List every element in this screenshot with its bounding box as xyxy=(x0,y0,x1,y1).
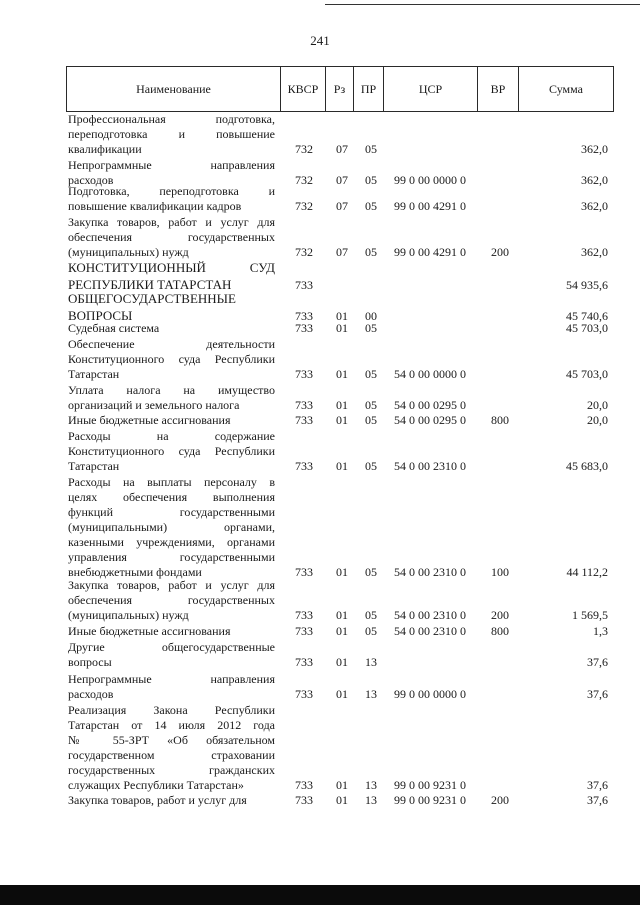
cell-kvsr: 732 xyxy=(295,245,313,259)
cell-pr: 05 xyxy=(365,321,377,335)
cell-kvsr: 733 xyxy=(295,321,313,335)
header-sum: Сумма xyxy=(519,67,614,112)
cell-rz: 01 xyxy=(336,687,348,701)
cell-csr: 54 0 00 2310 0 xyxy=(394,608,466,622)
cell-pr: 13 xyxy=(365,687,377,701)
row-name-line: Реализация Закона Республики xyxy=(68,703,275,717)
header-csr: ЦСР xyxy=(384,67,478,112)
cell-rz: 07 xyxy=(336,173,348,187)
row-name-line: функций государственными xyxy=(68,505,275,519)
cell-sum: 54 935,6 xyxy=(566,278,608,292)
row-name-line: ОБЩЕГОСУДАРСТВЕННЫЕ xyxy=(68,291,236,306)
cell-sum: 362,0 xyxy=(581,173,608,187)
row-name xyxy=(68,793,275,808)
cell-kvsr: 733 xyxy=(295,608,313,622)
cell-kvsr: 733 xyxy=(295,309,313,323)
row-name-line: Закупка товаров, работ и услуг для xyxy=(68,793,247,807)
cell-sum: 45 740,6 xyxy=(566,309,608,323)
cell-pr: 05 xyxy=(365,199,377,213)
row-name-line: (муниципальных) нужд xyxy=(68,608,189,622)
cell-csr: 99 0 00 9231 0 xyxy=(394,778,466,792)
cell-sum: 362,0 xyxy=(581,199,608,213)
cell-sum: 20,0 xyxy=(587,413,608,427)
cell-rz: 01 xyxy=(336,655,348,669)
row-name-line: № 55-ЗРТ «Об обязательном xyxy=(68,733,275,747)
cell-rz: 01 xyxy=(336,459,348,473)
row-name xyxy=(68,215,275,260)
scan-bottom-edge xyxy=(0,885,640,905)
row-name-line: организаций и земельного налога xyxy=(68,398,240,412)
cell-csr: 54 0 00 0000 0 xyxy=(394,367,466,381)
cell-pr: 05 xyxy=(365,459,377,473)
row-name xyxy=(68,112,275,157)
row-name-line: РЕСПУБЛИКИ ТАТАРСТАН xyxy=(68,277,232,292)
cell-kvsr: 733 xyxy=(295,565,313,579)
row-name-line: целях обеспечения выполнения xyxy=(68,490,275,504)
row-name xyxy=(68,290,275,324)
cell-pr: 05 xyxy=(365,608,377,622)
row-name xyxy=(68,703,275,793)
cell-rz: 01 xyxy=(336,608,348,622)
row-name-line: Непрограммные направления xyxy=(68,158,275,172)
cell-kvsr: 733 xyxy=(295,367,313,381)
cell-csr: 54 0 00 2310 0 xyxy=(394,624,466,638)
cell-sum: 45 703,0 xyxy=(566,321,608,335)
cell-pr: 05 xyxy=(365,398,377,412)
cell-sum: 37,6 xyxy=(587,793,608,807)
row-name xyxy=(68,672,275,702)
row-name-line: Расходы на выплаты персоналу в xyxy=(68,475,275,489)
cell-sum: 1,3 xyxy=(593,624,608,638)
row-name-line: внебюджетными фондами xyxy=(68,565,202,579)
cell-vr: 200 xyxy=(491,793,509,807)
header-kvsr: КВСР xyxy=(281,67,326,112)
header-vr: ВР xyxy=(478,67,519,112)
row-name-line: Профессиональная подготовка, xyxy=(68,112,275,126)
row-name-line: расходов xyxy=(68,687,114,701)
row-name-line: Непрограммные направления xyxy=(68,672,275,686)
cell-csr: 99 0 00 9231 0 xyxy=(394,793,466,807)
cell-pr: 00 xyxy=(365,309,377,323)
row-name-line: Татарстан xyxy=(68,459,120,473)
cell-rz: 01 xyxy=(336,413,348,427)
row-name xyxy=(68,475,275,580)
cell-pr: 05 xyxy=(365,413,377,427)
row-name-line: Другие общегосударственные xyxy=(68,640,275,654)
row-name-line: Закупка товаров, работ и услуг для xyxy=(68,578,275,592)
row-name xyxy=(68,413,275,428)
cell-kvsr: 732 xyxy=(295,199,313,213)
row-name-line: Татарстан xyxy=(68,367,120,381)
cell-csr: 54 0 00 0295 0 xyxy=(394,398,466,412)
row-name xyxy=(68,321,275,336)
cell-rz: 07 xyxy=(336,142,348,156)
row-name-line: служащих Республики Татарстан» xyxy=(68,778,244,792)
cell-sum: 362,0 xyxy=(581,245,608,259)
cell-csr: 54 0 00 0295 0 xyxy=(394,413,466,427)
row-name-line: Обеспечение деятельности xyxy=(68,337,275,351)
header-name: Наименование xyxy=(67,67,281,112)
cell-sum: 1 569,5 xyxy=(572,608,608,622)
cell-csr: 99 0 00 4291 0 xyxy=(394,245,466,259)
cell-pr: 13 xyxy=(365,778,377,792)
cell-kvsr: 733 xyxy=(295,413,313,427)
cell-kvsr: 733 xyxy=(295,793,313,807)
cell-sum: 37,6 xyxy=(587,655,608,669)
cell-rz: 01 xyxy=(336,624,348,638)
cell-sum: 45 703,0 xyxy=(566,367,608,381)
row-name-line: КОНСТИТУЦИОННЫЙ СУД xyxy=(68,260,275,275)
row-name-line: государственном страховании xyxy=(68,748,275,762)
cell-kvsr: 733 xyxy=(295,459,313,473)
cell-pr: 05 xyxy=(365,367,377,381)
cell-rz: 01 xyxy=(336,398,348,412)
row-name-line: Судебная система xyxy=(68,321,160,335)
row-name xyxy=(68,429,275,474)
row-name-line: казенными учреждениями, органами xyxy=(68,535,275,549)
page-number: 241 xyxy=(310,33,330,48)
cell-csr: 99 0 00 0000 0 xyxy=(394,173,466,187)
row-name-line: (муниципальных) нужд xyxy=(68,245,189,259)
cell-rz: 01 xyxy=(336,367,348,381)
cell-pr: 05 xyxy=(365,245,377,259)
row-name-line: (муниципальными) органами, xyxy=(68,520,275,534)
cell-sum: 20,0 xyxy=(587,398,608,412)
cell-pr: 13 xyxy=(365,793,377,807)
cell-pr: 05 xyxy=(365,142,377,156)
row-name xyxy=(68,578,275,623)
row-name xyxy=(68,337,275,382)
cell-pr: 05 xyxy=(365,565,377,579)
cell-kvsr: 732 xyxy=(295,142,313,156)
cell-rz: 01 xyxy=(336,793,348,807)
row-name xyxy=(68,383,275,413)
header-pr: ПР xyxy=(354,67,384,112)
cell-sum: 44 112,2 xyxy=(566,565,608,579)
cell-kvsr: 733 xyxy=(295,398,313,412)
cell-kvsr: 733 xyxy=(295,778,313,792)
row-name-line: квалификации xyxy=(68,142,142,156)
cell-vr: 100 xyxy=(491,565,509,579)
cell-vr: 200 xyxy=(491,608,509,622)
row-name-line: вопросы xyxy=(68,655,112,669)
cell-vr: 800 xyxy=(491,413,509,427)
cell-vr: 200 xyxy=(491,245,509,259)
row-name-line: обеспечения государственных xyxy=(68,593,275,607)
cell-csr: 54 0 00 2310 0 xyxy=(394,565,466,579)
row-name-line: расходов xyxy=(68,173,114,187)
row-name-line: повышение квалификации кадров xyxy=(68,199,242,213)
row-name-line: Уплата налога на имущество xyxy=(68,383,275,397)
cell-pr: 05 xyxy=(365,624,377,638)
row-name-line: Подготовка, переподготовка и xyxy=(68,184,275,198)
cell-rz: 01 xyxy=(336,778,348,792)
cell-csr: 99 0 00 4291 0 xyxy=(394,199,466,213)
row-name-line: обеспечения государственных xyxy=(68,230,275,244)
row-name-line: Закупка товаров, работ и услуг для xyxy=(68,215,275,229)
row-name-line: Иные бюджетные ассигнования xyxy=(68,624,231,638)
cell-rz: 01 xyxy=(336,565,348,579)
cell-rz: 07 xyxy=(336,199,348,213)
cell-pr: 05 xyxy=(365,173,377,187)
cell-sum: 37,6 xyxy=(587,687,608,701)
cell-pr: 13 xyxy=(365,655,377,669)
cell-kvsr: 732 xyxy=(295,173,313,187)
row-name xyxy=(68,624,275,639)
row-name-line: Татарстан от 14 июля 2012 года xyxy=(68,718,275,732)
row-name-line: Иные бюджетные ассигнования xyxy=(68,413,231,427)
cell-rz: 01 xyxy=(336,309,348,323)
cell-csr: 54 0 00 2310 0 xyxy=(394,459,466,473)
cell-csr: 99 0 00 0000 0 xyxy=(394,687,466,701)
row-name xyxy=(68,259,275,293)
cell-kvsr: 733 xyxy=(295,655,313,669)
row-name xyxy=(68,184,275,214)
row-name-line: Конституционного суда Республики xyxy=(68,444,275,458)
cell-sum: 362,0 xyxy=(581,142,608,156)
header-rz: Рз xyxy=(326,67,354,112)
row-name-line: государственных гражданских xyxy=(68,763,275,777)
row-name-line: переподготовка и повышение xyxy=(68,127,275,141)
cell-kvsr: 733 xyxy=(295,687,313,701)
cell-rz: 07 xyxy=(336,245,348,259)
cell-kvsr: 733 xyxy=(295,624,313,638)
cell-kvsr: 733 xyxy=(295,278,313,292)
cell-sum: 45 683,0 xyxy=(566,459,608,473)
cell-rz: 01 xyxy=(336,321,348,335)
cell-vr: 800 xyxy=(491,624,509,638)
row-name xyxy=(68,640,275,670)
row-name-line: управления государственными xyxy=(68,550,275,564)
row-name-line: Конституционного суда Республики xyxy=(68,352,275,366)
row-name-line: ВОПРОСЫ xyxy=(68,308,133,323)
row-name-line: Расходы на содержание xyxy=(68,429,275,443)
cell-sum: 37,6 xyxy=(587,778,608,792)
